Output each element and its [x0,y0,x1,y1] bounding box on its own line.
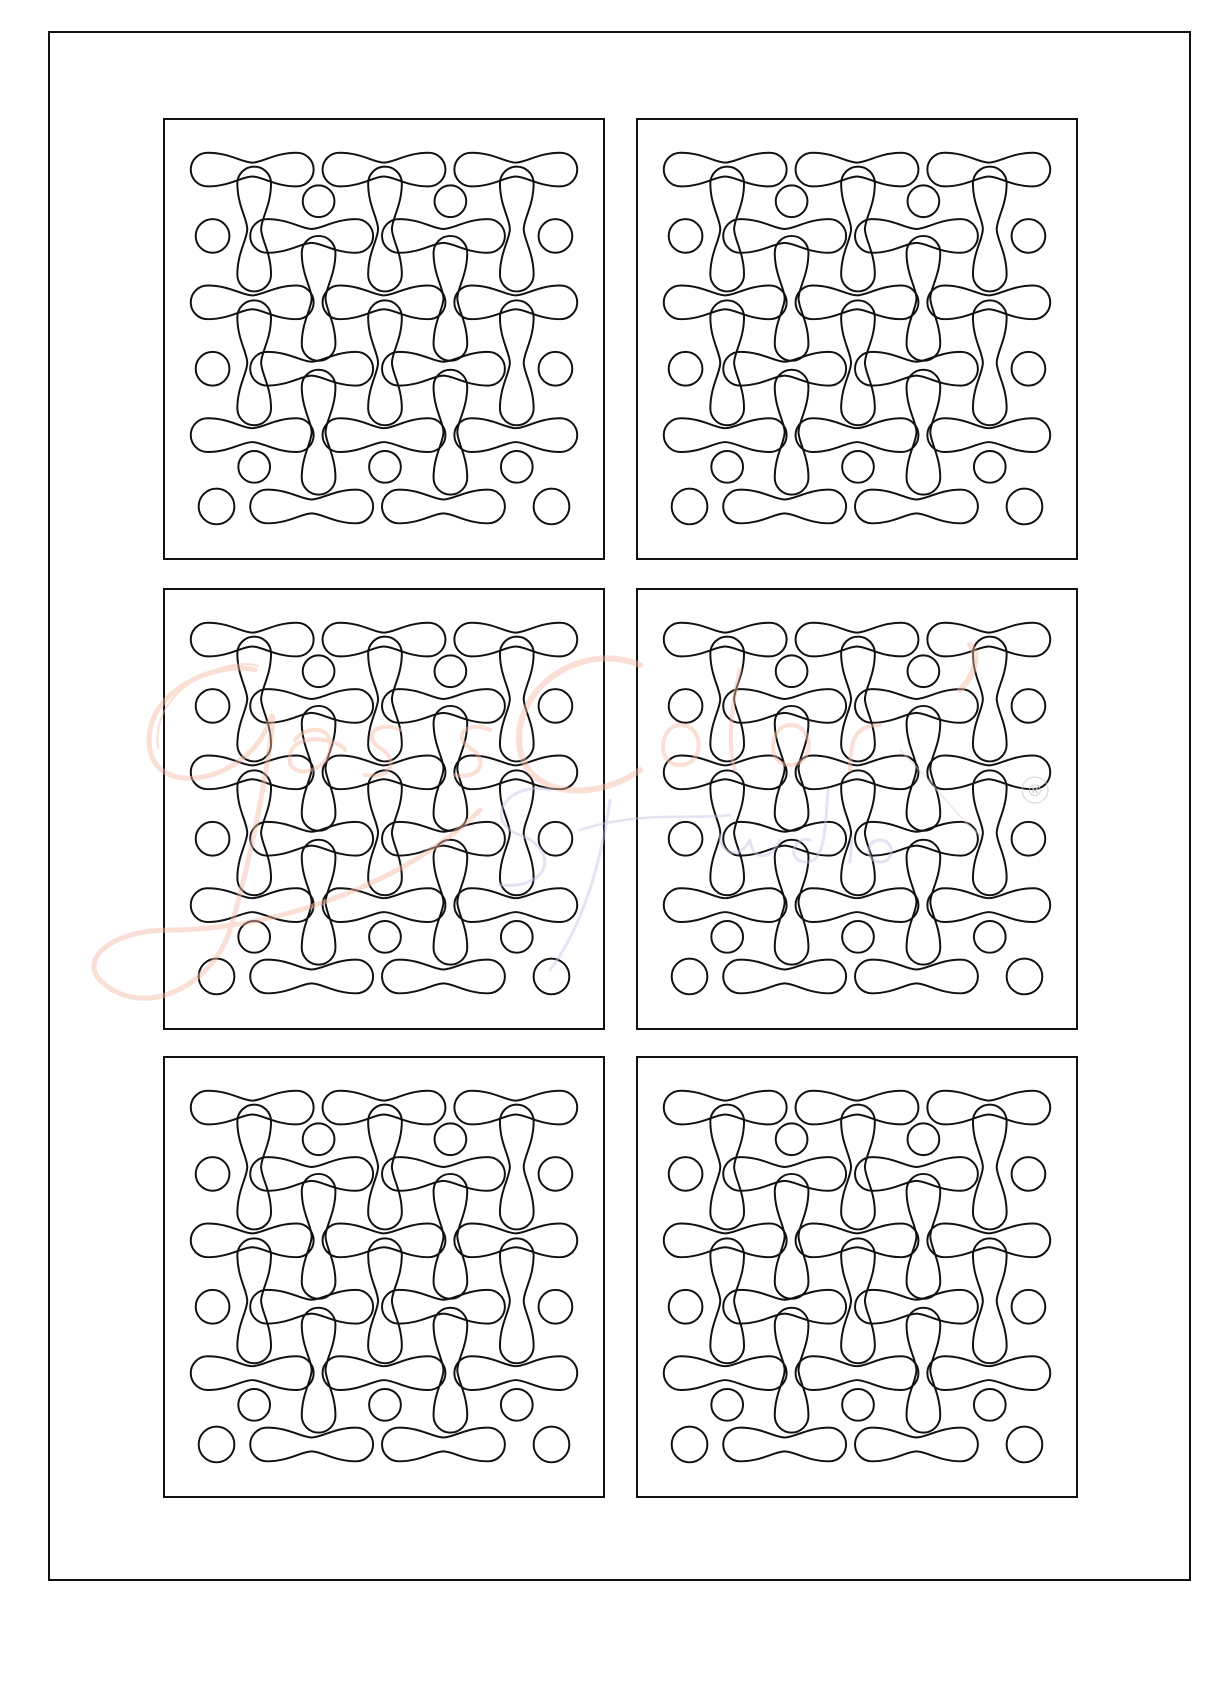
dot-shape [199,1427,235,1463]
bone-shape [841,1238,875,1363]
dot-shape [1012,1290,1046,1324]
pattern-tile-2 [636,118,1078,560]
dot-shape [369,921,401,953]
bone-shape [323,418,446,452]
bone-shape [775,370,809,495]
bone-shape [368,637,402,762]
dot-shape [1007,1427,1043,1463]
bone-shape [454,623,577,657]
dot-shape [1012,219,1046,253]
bone-shape [382,219,505,253]
dot-shape [534,959,570,995]
dot-shape [435,655,467,687]
dot-shape [238,451,270,483]
dot-shape [539,352,573,386]
dot-shape [711,921,743,953]
bone-shape [927,153,1050,187]
bone-shape [302,840,336,965]
bone-shape [250,352,373,386]
bone-shape [500,167,534,292]
bone-shape [841,637,875,762]
bone-shape [710,167,744,292]
bone-shape [775,840,809,965]
bone-shape [434,1174,468,1299]
bone-shape [250,219,373,253]
tile-pattern [638,120,1076,558]
bone-shape [454,153,577,187]
dot-shape [672,1427,708,1463]
bone-shape [973,1105,1007,1230]
dot-shape [303,185,335,217]
dot-shape [501,921,533,953]
bone-shape [907,840,941,965]
bone-shape [250,960,373,994]
dot-shape [435,185,467,217]
dot-shape [196,1157,230,1191]
dot-shape [196,1290,230,1324]
bone-shape [454,888,577,922]
dot-shape [908,185,940,217]
bone-shape [250,1157,373,1191]
dot-shape [539,1290,573,1324]
dot-shape [303,1123,335,1155]
bone-shape [250,1290,373,1324]
dot-shape [196,352,230,386]
dot-shape [776,185,808,217]
bone-shape [775,236,809,361]
dot-shape [369,451,401,483]
dot-shape [501,451,533,483]
bone-shape [250,1428,373,1462]
bone-shape [796,1091,919,1125]
bone-shape [368,770,402,895]
dot-shape [842,921,874,953]
dot-shape [711,451,743,483]
bone-shape [664,1356,787,1390]
bone-shape [710,300,744,425]
dot-shape [669,822,703,856]
dot-shape [534,489,570,525]
bone-shape [237,1238,271,1363]
bone-shape [454,1091,577,1125]
dot-shape [908,655,940,687]
bone-shape [302,1308,336,1433]
bone-shape [841,167,875,292]
bone-shape [368,1105,402,1230]
bone-shape [927,888,1050,922]
bone-shape [855,352,978,386]
bone-shape [302,370,336,495]
bone-shape [855,822,978,856]
bone-shape [664,153,787,187]
bone-shape [973,300,1007,425]
dot-shape [842,451,874,483]
bone-shape [973,637,1007,762]
bone-shape [434,370,468,495]
dot-shape [669,1290,703,1324]
dot-shape [776,1123,808,1155]
bone-shape [434,1308,468,1433]
bone-shape [710,770,744,895]
dot-shape [1007,959,1043,995]
bone-shape [250,490,373,524]
bone-shape [664,623,787,657]
dot-shape [974,451,1006,483]
bone-shape [710,637,744,762]
bone-shape [927,1356,1050,1390]
bone-shape [237,637,271,762]
bone-shape [382,960,505,994]
tile-pattern [638,590,1076,1028]
tile-pattern [165,590,603,1028]
bone-shape [323,888,446,922]
dot-shape [776,655,808,687]
dot-shape [196,822,230,856]
bone-shape [927,623,1050,657]
dot-shape [199,489,235,525]
bone-shape [454,1356,577,1390]
pattern-tile-6 [636,1056,1078,1498]
dot-shape [539,1157,573,1191]
bone-shape [907,706,941,831]
bone-shape [191,1356,314,1390]
tile-pattern [165,1058,603,1496]
bone-shape [191,888,314,922]
dot-shape [199,959,235,995]
bone-shape [664,888,787,922]
bone-shape [907,370,941,495]
dot-shape [238,1389,270,1421]
bone-shape [250,689,373,723]
bone-shape [500,637,534,762]
pattern-tile-4 [636,588,1078,1030]
dot-shape [669,689,703,723]
dot-shape [672,489,708,525]
dot-shape [974,1389,1006,1421]
dot-shape [1012,352,1046,386]
dot-shape [539,822,573,856]
bone-shape [796,418,919,452]
bone-shape [664,418,787,452]
bone-shape [323,1091,446,1125]
bone-shape [723,1290,846,1324]
dot-shape [303,655,335,687]
bone-shape [382,1428,505,1462]
bone-shape [191,153,314,187]
tile-pattern [165,120,603,558]
dot-shape [196,689,230,723]
bone-shape [907,1308,941,1433]
bone-shape [973,770,1007,895]
dot-shape [1012,689,1046,723]
bone-shape [368,1238,402,1363]
bone-shape [434,706,468,831]
bone-shape [302,236,336,361]
dot-shape [369,1389,401,1421]
dot-shape [842,1389,874,1421]
dot-shape [669,352,703,386]
bone-shape [907,1174,941,1299]
bone-shape [382,1157,505,1191]
bone-shape [191,623,314,657]
bone-shape [250,822,373,856]
bone-shape [323,623,446,657]
dot-shape [1012,822,1046,856]
bone-shape [927,418,1050,452]
dot-shape [974,921,1006,953]
tile-pattern [638,1058,1076,1496]
bone-shape [723,490,846,524]
bone-shape [500,770,534,895]
bone-shape [796,623,919,657]
bone-shape [855,960,978,994]
bone-shape [855,219,978,253]
bone-shape [434,236,468,361]
bone-shape [664,1091,787,1125]
dot-shape [1007,489,1043,525]
dot-shape [669,1157,703,1191]
dot-shape [238,921,270,953]
bone-shape [723,822,846,856]
bone-shape [191,418,314,452]
bone-shape [237,770,271,895]
pattern-tile-3 [163,588,605,1030]
bone-shape [723,1157,846,1191]
bone-shape [841,1105,875,1230]
bone-shape [855,1290,978,1324]
bone-shape [368,300,402,425]
bone-shape [796,1356,919,1390]
bone-shape [710,1105,744,1230]
bone-shape [237,1105,271,1230]
bone-shape [723,352,846,386]
bone-shape [841,300,875,425]
registered-mark: ® [1027,781,1043,800]
bone-shape [368,167,402,292]
bone-shape [323,1356,446,1390]
dot-shape [669,219,703,253]
dot-shape [435,1123,467,1155]
bone-shape [382,352,505,386]
bone-shape [710,1238,744,1363]
bone-shape [434,840,468,965]
bone-shape [382,1290,505,1324]
bone-shape [237,167,271,292]
bone-shape [723,219,846,253]
dot-shape [539,689,573,723]
bone-shape [382,689,505,723]
pattern-tile-5 [163,1056,605,1498]
bone-shape [855,1428,978,1462]
pattern-tile-1 [163,118,605,560]
bone-shape [855,689,978,723]
bone-shape [855,490,978,524]
dot-shape [711,1389,743,1421]
bone-shape [973,167,1007,292]
bone-shape [775,1174,809,1299]
bone-shape [855,1157,978,1191]
bone-shape [775,706,809,831]
bone-shape [796,888,919,922]
bone-shape [841,770,875,895]
bone-shape [302,706,336,831]
bone-shape [454,418,577,452]
bone-shape [723,1428,846,1462]
bone-shape [382,490,505,524]
bone-shape [723,960,846,994]
dot-shape [501,1389,533,1421]
bone-shape [323,153,446,187]
dot-shape [1012,1157,1046,1191]
dot-shape [196,219,230,253]
bone-shape [500,1105,534,1230]
dot-shape [908,1123,940,1155]
bone-shape [927,1091,1050,1125]
bone-shape [723,689,846,723]
bone-shape [775,1308,809,1433]
bone-shape [500,1238,534,1363]
bone-shape [237,300,271,425]
dot-shape [534,1427,570,1463]
bone-shape [191,1091,314,1125]
dot-shape [672,959,708,995]
bone-shape [382,822,505,856]
bone-shape [907,236,941,361]
dot-shape [539,219,573,253]
bone-shape [302,1174,336,1299]
bone-shape [500,300,534,425]
bone-shape [796,153,919,187]
bone-shape [973,1238,1007,1363]
